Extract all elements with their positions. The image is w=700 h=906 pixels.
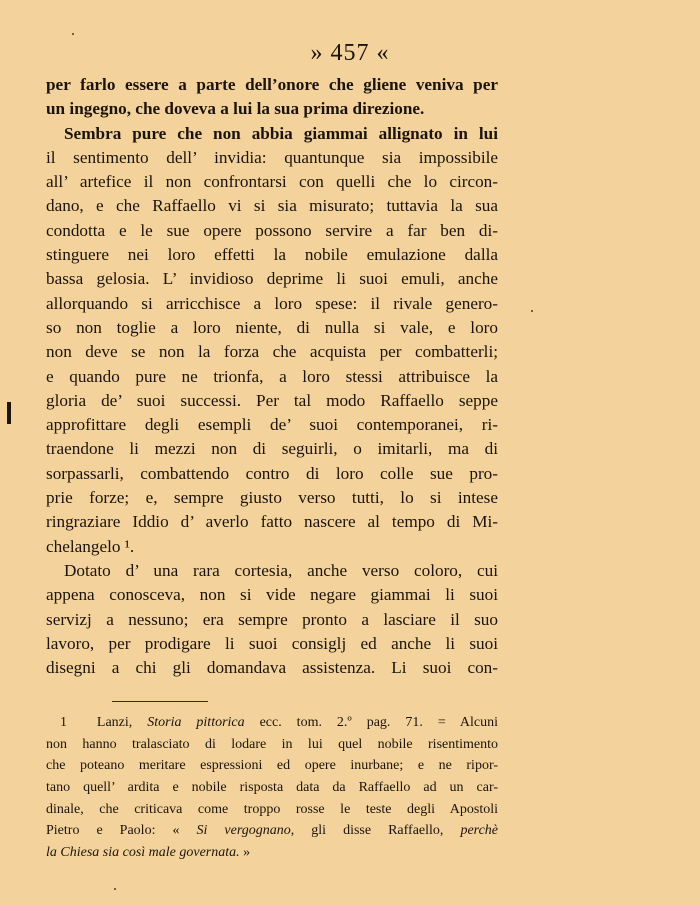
text-line: allorquando si arricchisce a loro spese: il rivale genero- <box>46 293 498 313</box>
paper-speck <box>72 33 74 35</box>
text-line: approfittare degli esempli de’ suoi contemporanei, ri- <box>46 415 498 435</box>
footnote-line: che poteano meritare espressioni ed opere inurbane; e ne ripor- <box>46 758 498 774</box>
footnote-text: , gli disse Raffaello, <box>290 823 444 839</box>
footnote-text: Pietro e Paolo: « <box>46 823 180 839</box>
text-line: appena conosceva, non si vide negare giammai li suoi <box>46 585 498 605</box>
header-ornament-right: « <box>376 40 390 66</box>
text-line: e quando pure ne trionfa, a loro stessi attribuisce la <box>46 366 498 386</box>
text-line: Sembra pure che non abbia giammai allignato in lui <box>64 123 498 143</box>
paper-speck <box>114 888 116 890</box>
footnote-line: dinale, che criticava come troppo rosse le teste degli Apostoli <box>46 801 498 817</box>
footnote-quote: Si vergognano <box>196 823 291 839</box>
footnote-line <box>46 820 498 842</box>
text-line: gloria de’ suoi successi. Per tal modo Raffaello seppe <box>46 390 498 410</box>
text-line: traendone li mezzi non di seguirli, o imitarli, ma di <box>46 439 498 459</box>
text-line: lavoro, per prodigare li suoi consiglj ed anche li suoi <box>46 633 498 653</box>
text-line: bassa gelosia. L’ invidioso deprime li suoi emuli, anche <box>46 269 498 289</box>
footnote-marker: 1 <box>60 715 67 730</box>
text-line: stinguere nei loro effetti la nobile emulazione dalla <box>46 245 498 265</box>
footnote-text: Lanzi, <box>96 715 133 730</box>
footnote-divider <box>112 701 208 702</box>
text-line: all’ artefice il non confrontarsi con quelli che lo circon- <box>46 172 498 192</box>
footnote-line: tano quell’ ardita e nobile risposta data da Raffaello ad un car- <box>46 780 498 796</box>
text-line: dano, e che Raffaello vi si sia misurato; tuttavia la sua <box>46 196 498 216</box>
page-header <box>0 40 700 67</box>
footnote-line <box>46 712 498 734</box>
margin-mark <box>7 402 11 424</box>
footnote-title: Storia pittorica <box>147 715 245 730</box>
footnote <box>46 712 498 864</box>
footnote-text: ecc. tom. 2.º pag. 71. = Alcuni <box>259 715 498 730</box>
text-line: non deve se non la forza che acquista per combatterli; <box>46 342 498 362</box>
paper-speck <box>531 310 533 312</box>
text-line: un ingegno, che doveva a lui la sua prima direzione. <box>46 99 425 119</box>
text-line: servizj a nessuno; era sempre pronto a lasciare il suo <box>46 609 498 629</box>
footnote-text: » <box>243 845 251 861</box>
text-line: ringraziare Iddio d’ averlo fatto nascere al tempo di Mi- <box>46 512 498 532</box>
footnote-line: non hanno tralasciato di lodare in lui quel nobile risentimento <box>46 736 498 752</box>
page-number: 457 <box>330 40 370 66</box>
header-ornament-left: » <box>310 40 324 66</box>
text-line: Dotato d’ una rara cortesia, anche verso coloro, cui <box>64 560 498 580</box>
footnote-quote: la Chiesa sia così male governata. <box>46 845 240 861</box>
text-line: condotta e le sue opere possono servire a far ben di- <box>46 220 498 240</box>
text-line: il sentimento dell’ invidia: quantunque sia impossibile <box>46 147 498 167</box>
text-line: per farlo essere a parte dell’onore che gliene veniva per <box>46 75 498 94</box>
text-line: prie forze; e, sempre giusto verso tutti, lo si intese <box>46 488 498 508</box>
body-text <box>46 73 498 680</box>
text-line: disegni a chi gli domandava assistenza. Li suoi con- <box>46 658 498 678</box>
footnote-quote: perchè <box>460 823 498 839</box>
text-line: sorpassarli, combattendo contro di loro colle sue pro- <box>46 463 498 483</box>
footnote-line <box>46 842 498 864</box>
text-line: so non toglie a loro niente, di nulla si vale, e loro <box>46 317 498 337</box>
text-line: chelangelo ¹. <box>46 536 135 556</box>
